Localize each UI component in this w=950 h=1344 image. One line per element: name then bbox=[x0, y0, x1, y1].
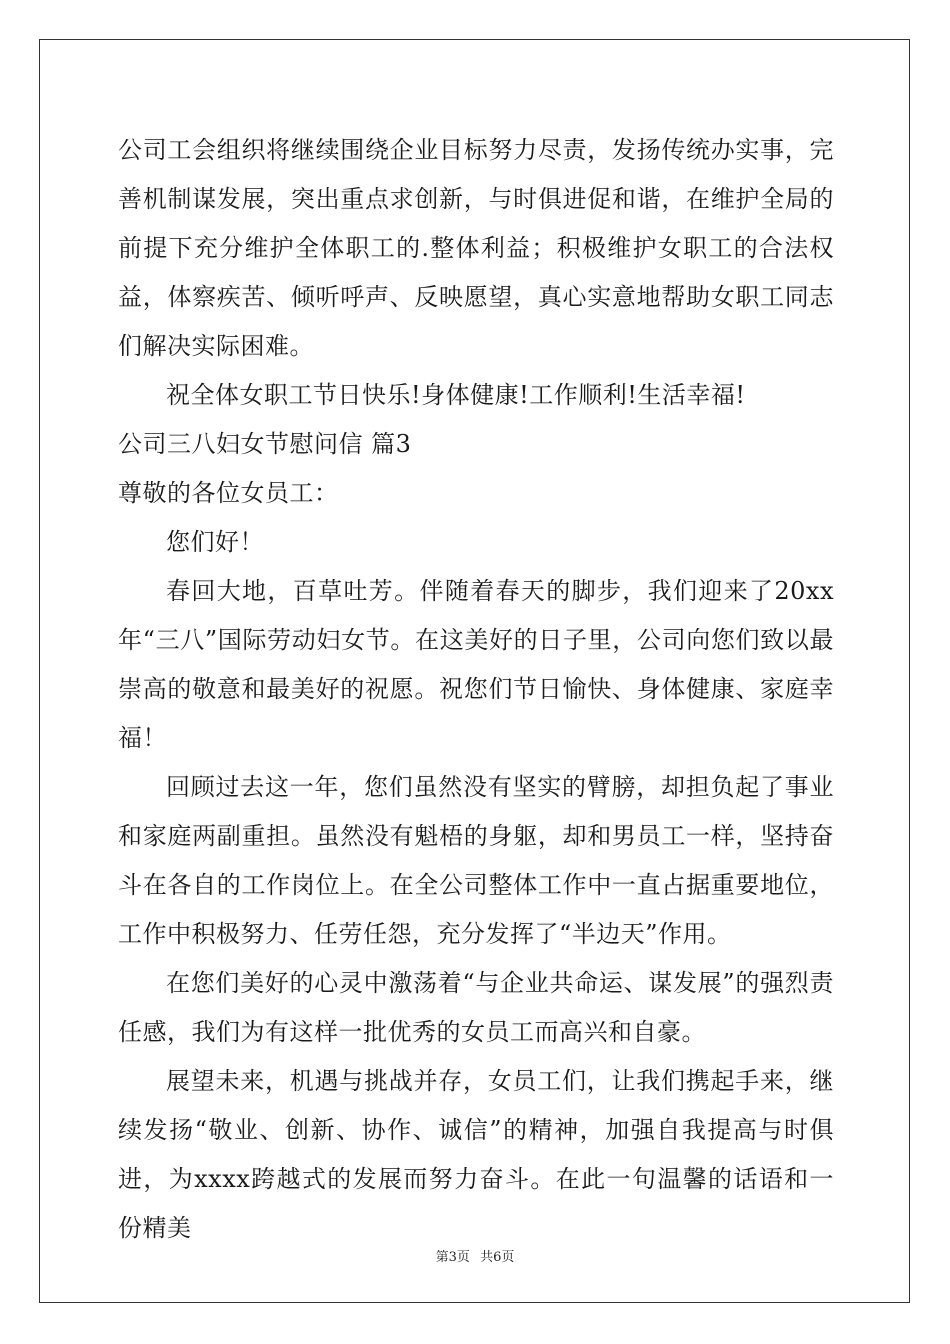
page-number: 第3页 bbox=[435, 1250, 470, 1265]
paragraph-outlook: 展望未来，机遇与挑战并存，女员工们，让我们携起手来，继续发扬“敬业、创新、协作、诚信”的精神，加强自我提高与时俱进，为xxxx跨越式的发展而努力奋斗。在此一句温馨的话语和一份精美 bbox=[118, 1067, 834, 1242]
greeting: 您们好！ bbox=[166, 528, 264, 556]
page-total: 共6页 bbox=[480, 1250, 515, 1265]
paragraph-review: 回顾过去这一年，您们虽然没有坚实的臂膀，却担负起了事业和家庭两副重担。虽然没有魁梧的身躯，却和男员工一样，坚持奋斗在各自的工作岗位上。在全公司整体工作中一直占据重要地位，工作中积极努力、任劳任怨，充分发挥了“半边天”作用。 bbox=[118, 773, 834, 948]
paragraph-responsibility: 在您们美好的心灵中激荡着“与企业共命运、谋发展”的强烈责任感，我们为有这样一批优秀的女员工而高兴和自豪。 bbox=[118, 969, 834, 1046]
page-footer bbox=[0, 1246, 950, 1265]
paragraph-spring: 春回大地，百草吐芳。伴随着春天的脚步，我们迎来了20xx年“三八”国际劳动妇女节。在这美好的日子里，公司向您们致以最崇高的敬意和最美好的祝愿。祝您们节日愉快、身体健康、家庭幸福！ bbox=[118, 577, 834, 752]
paragraph-2: 祝全体女职工节日快乐!身体健康!工作顺利!生活幸福! bbox=[166, 381, 746, 409]
paragraph-1: 公司工会组织将继续围绕企业目标努力尽责，发扬传统办实事，完善机制谋发展，突出重点求创新，与时俱进促和谐，在维护全局的前提下充分维护全体职工的.整体利益；积极维护女职工的合法权益，体察疾苦、倾听呼声、反映愿望，真心实意地帮助女职工同志们解决实际困难。 bbox=[118, 136, 834, 360]
section-heading: 公司三八妇女节慰问信 篇3 bbox=[118, 430, 412, 458]
salutation: 尊敬的各位女员工： bbox=[118, 479, 339, 507]
document-body bbox=[118, 126, 834, 1253]
